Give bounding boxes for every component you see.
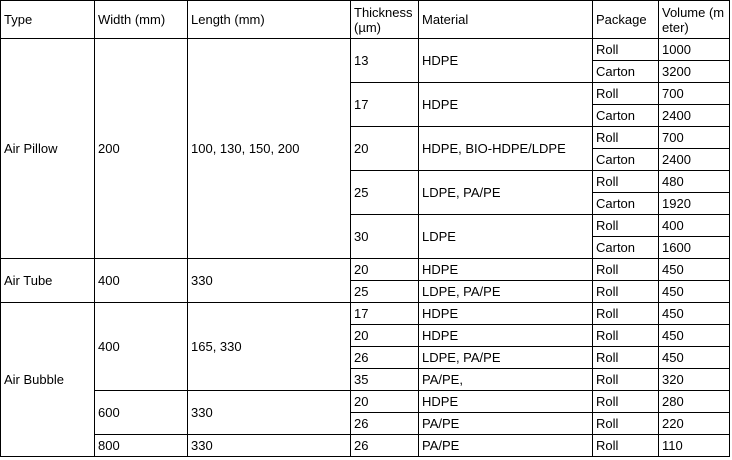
package-cell: Roll xyxy=(593,39,659,61)
length-cell: 330 xyxy=(188,391,351,435)
package-cell: Roll xyxy=(593,259,659,281)
thickness-cell: 20 xyxy=(351,127,419,171)
header-material: Material xyxy=(419,1,593,39)
length-cell: 330 xyxy=(188,435,351,457)
volume-cell: 700 xyxy=(659,127,730,149)
volume-cell: 1920 xyxy=(659,193,730,215)
volume-cell: 2400 xyxy=(659,105,730,127)
thickness-cell: 26 xyxy=(351,347,419,369)
material-cell: HDPE, BIO-HDPE/LDPE xyxy=(419,127,593,171)
material-cell: LDPE xyxy=(419,215,593,259)
thickness-cell: 17 xyxy=(351,83,419,127)
length-cell: 330 xyxy=(188,259,351,303)
package-cell: Roll xyxy=(593,215,659,237)
length-cell: 100, 130, 150, 200 xyxy=(188,39,351,259)
width-cell: 200 xyxy=(95,39,188,259)
package-cell: Carton xyxy=(593,193,659,215)
material-cell: HDPE xyxy=(419,39,593,83)
header-length: Length (mm) xyxy=(188,1,351,39)
material-cell: PA/PE xyxy=(419,435,593,457)
thickness-cell: 35 xyxy=(351,369,419,391)
volume-cell: 320 xyxy=(659,369,730,391)
material-cell: LDPE, PA/PE xyxy=(419,171,593,215)
header-volume: Volume (meter) xyxy=(659,1,730,39)
volume-cell: 280 xyxy=(659,391,730,413)
table-row xyxy=(1,391,730,413)
header-package: Package xyxy=(593,1,659,39)
header-width: Width (mm) xyxy=(95,1,188,39)
thickness-cell: 17 xyxy=(351,303,419,325)
width-cell: 400 xyxy=(95,259,188,303)
thickness-cell: 13 xyxy=(351,39,419,83)
thickness-cell: 20 xyxy=(351,391,419,413)
package-cell: Roll xyxy=(593,83,659,105)
volume-cell: 220 xyxy=(659,413,730,435)
material-cell: LDPE, PA/PE xyxy=(419,281,593,303)
package-cell: Roll xyxy=(593,391,659,413)
package-cell: Roll xyxy=(593,435,659,457)
thickness-cell: 25 xyxy=(351,281,419,303)
volume-cell: 110 xyxy=(659,435,730,457)
material-cell: HDPE xyxy=(419,303,593,325)
length-cell: 165, 330 xyxy=(188,303,351,391)
material-cell: HDPE xyxy=(419,391,593,413)
table-row xyxy=(1,435,730,457)
thickness-cell: 20 xyxy=(351,259,419,281)
thickness-cell: 26 xyxy=(351,413,419,435)
package-cell: Carton xyxy=(593,61,659,83)
volume-cell: 400 xyxy=(659,215,730,237)
package-cell: Roll xyxy=(593,281,659,303)
thickness-cell: 20 xyxy=(351,325,419,347)
material-cell: LDPE, PA/PE xyxy=(419,347,593,369)
header-thickness: Thickness (µm) xyxy=(351,1,419,39)
type-cell: Air Pillow xyxy=(1,39,95,259)
package-cell: Carton xyxy=(593,105,659,127)
table-row xyxy=(1,259,730,281)
type-cell: Air Tube xyxy=(1,259,95,303)
package-cell: Roll xyxy=(593,369,659,391)
package-cell: Roll xyxy=(593,127,659,149)
material-cell: PA/PE, xyxy=(419,369,593,391)
volume-cell: 1000 xyxy=(659,39,730,61)
thickness-cell: 26 xyxy=(351,435,419,457)
volume-cell: 450 xyxy=(659,259,730,281)
table-row xyxy=(1,303,730,325)
volume-cell: 450 xyxy=(659,325,730,347)
package-cell: Carton xyxy=(593,149,659,171)
package-cell: Roll xyxy=(593,347,659,369)
width-cell: 800 xyxy=(95,435,188,457)
package-cell: Carton xyxy=(593,237,659,259)
package-cell: Roll xyxy=(593,171,659,193)
table-row xyxy=(1,39,730,61)
material-cell: HDPE xyxy=(419,83,593,127)
width-cell: 600 xyxy=(95,391,188,435)
header-type: Type xyxy=(1,1,95,39)
material-cell: PA/PE xyxy=(419,413,593,435)
package-cell: Roll xyxy=(593,325,659,347)
table-body xyxy=(1,39,730,457)
volume-cell: 480 xyxy=(659,171,730,193)
volume-cell: 450 xyxy=(659,281,730,303)
volume-cell: 700 xyxy=(659,83,730,105)
thickness-cell: 30 xyxy=(351,215,419,259)
volume-cell: 450 xyxy=(659,347,730,369)
package-cell: Roll xyxy=(593,303,659,325)
thickness-cell: 25 xyxy=(351,171,419,215)
type-cell: Air Bubble xyxy=(1,303,95,457)
width-cell: 400 xyxy=(95,303,188,391)
volume-cell: 2400 xyxy=(659,149,730,171)
material-cell: HDPE xyxy=(419,325,593,347)
volume-cell: 450 xyxy=(659,303,730,325)
package-cell: Roll xyxy=(593,413,659,435)
volume-cell: 3200 xyxy=(659,61,730,83)
material-cell: HDPE xyxy=(419,259,593,281)
volume-cell: 1600 xyxy=(659,237,730,259)
header-row xyxy=(1,1,730,39)
